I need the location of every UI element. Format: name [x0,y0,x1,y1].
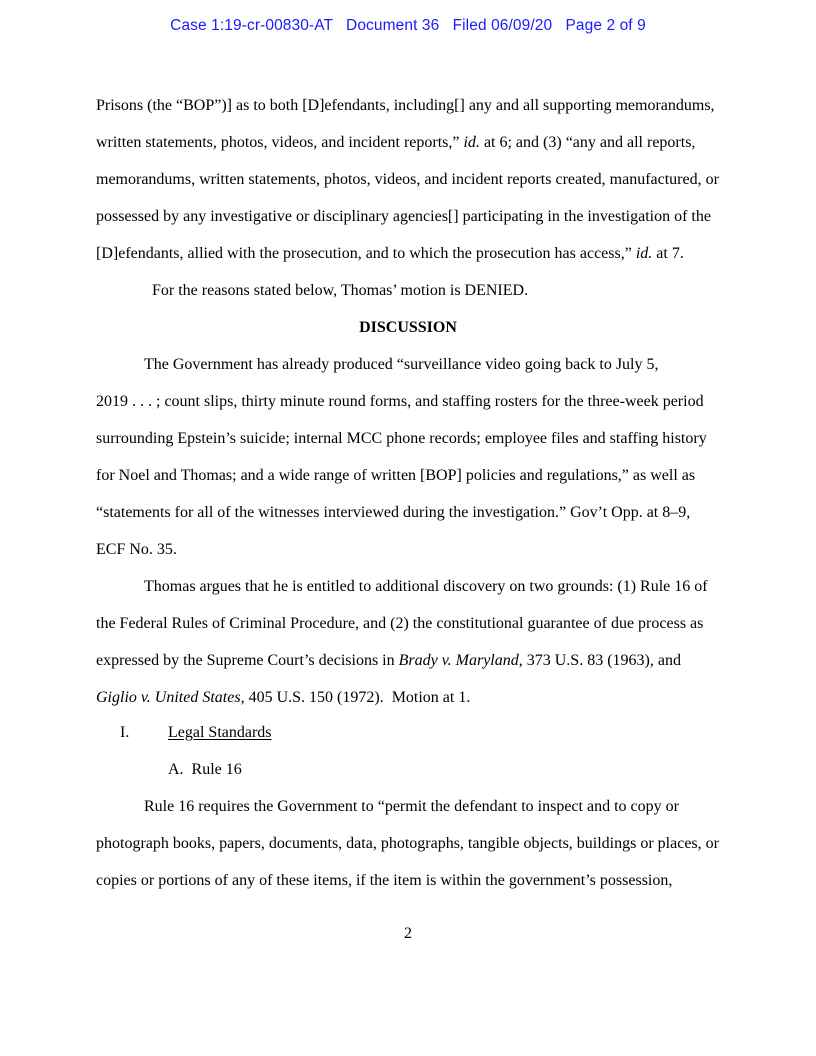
text-line: the Federal Rules of Criminal Procedure, and (2) the constitutional guarantee of due process as [96,615,704,632]
text-span: , 373 U.S. 83 (1963), and [518,652,681,669]
text-line: “statements for all of the witnesses interviewed during the investigation.” Gov’t Opp. at 8–9, [96,504,691,521]
text-line: 2019 . . . ; count slips, thirty minute round forms, and staffing rosters for the three-week period [96,393,704,410]
text-line: possessed by any investigative or disciplinary agencies[] participating in the investigation of the [96,208,711,225]
text-line: photograph books, papers, documents, data, photographs, tangible objects, buildings or places, or [96,835,719,852]
text-line: The Government has already produced “surveillance video going back to July 5, [144,356,659,373]
text-span: [D]efendants, allied with the prosecution, and to which the prosecution has access,” [96,245,636,262]
citation-id: id. [463,134,480,151]
page-indicator: Page 2 of 9 [565,17,646,34]
citation-id: id. [635,245,653,262]
text-line: Prisons (the “BOP”)] as to both [D]efendants, including[] any and all supporting memorandums, [96,97,715,114]
text-line: copies or portions of any of these items, if the item is within the government’s possession, [96,872,673,889]
text-line [96,651,681,671]
text-line: ECF No. 35. [96,541,177,558]
text-span: written statements, photos, videos, and incident reports,” [96,134,464,151]
text-line: for Noel and Thomas; and a wide range of written [BOP] policies and regulations,” as well as [96,467,696,484]
text-span: at 7. [652,245,684,262]
text-line: memorandums, written statements, photos, videos, and incident reports created, manufactured, or [96,171,719,188]
text-line: surrounding Epstein’s suicide; internal MCC phone records; employee files and staffing history [96,430,707,447]
case-number: Case 1:19-cr-00830-AT [170,17,333,34]
case-citation: Brady v. Maryland [398,652,519,669]
text-line [96,244,684,264]
text-span: at 6; and (3) “any and all reports, [479,134,696,151]
page-number: 2 [404,925,412,942]
section-heading-discussion: DISCUSSION [359,319,457,336]
text-span: expressed by the Supreme Court’s decisions in [96,652,399,669]
subsection-rule-16: A. Rule 16 [168,761,242,778]
text-line [96,133,695,153]
section-number: I. [120,724,130,741]
text-line: Thomas argues that he is entitled to additional discovery on two grounds: (1) Rule 16 of [144,578,708,595]
ruling-paragraph: For the reasons stated below, Thomas’ motion is DENIED. [152,282,529,299]
case-citation: Giglio v. United States [96,689,241,706]
ecf-header [0,17,816,35]
filed-date: Filed 06/09/20 [452,17,553,34]
text-line: Rule 16 requires the Government to “permit the defendant to inspect and to copy or [144,798,679,815]
text-line [96,688,470,708]
document-number: Document 36 [346,17,440,34]
text-span: , 405 U.S. 150 (1972). Motion at 1. [240,689,471,706]
section-title-legal-standards: Legal Standards [168,724,272,741]
